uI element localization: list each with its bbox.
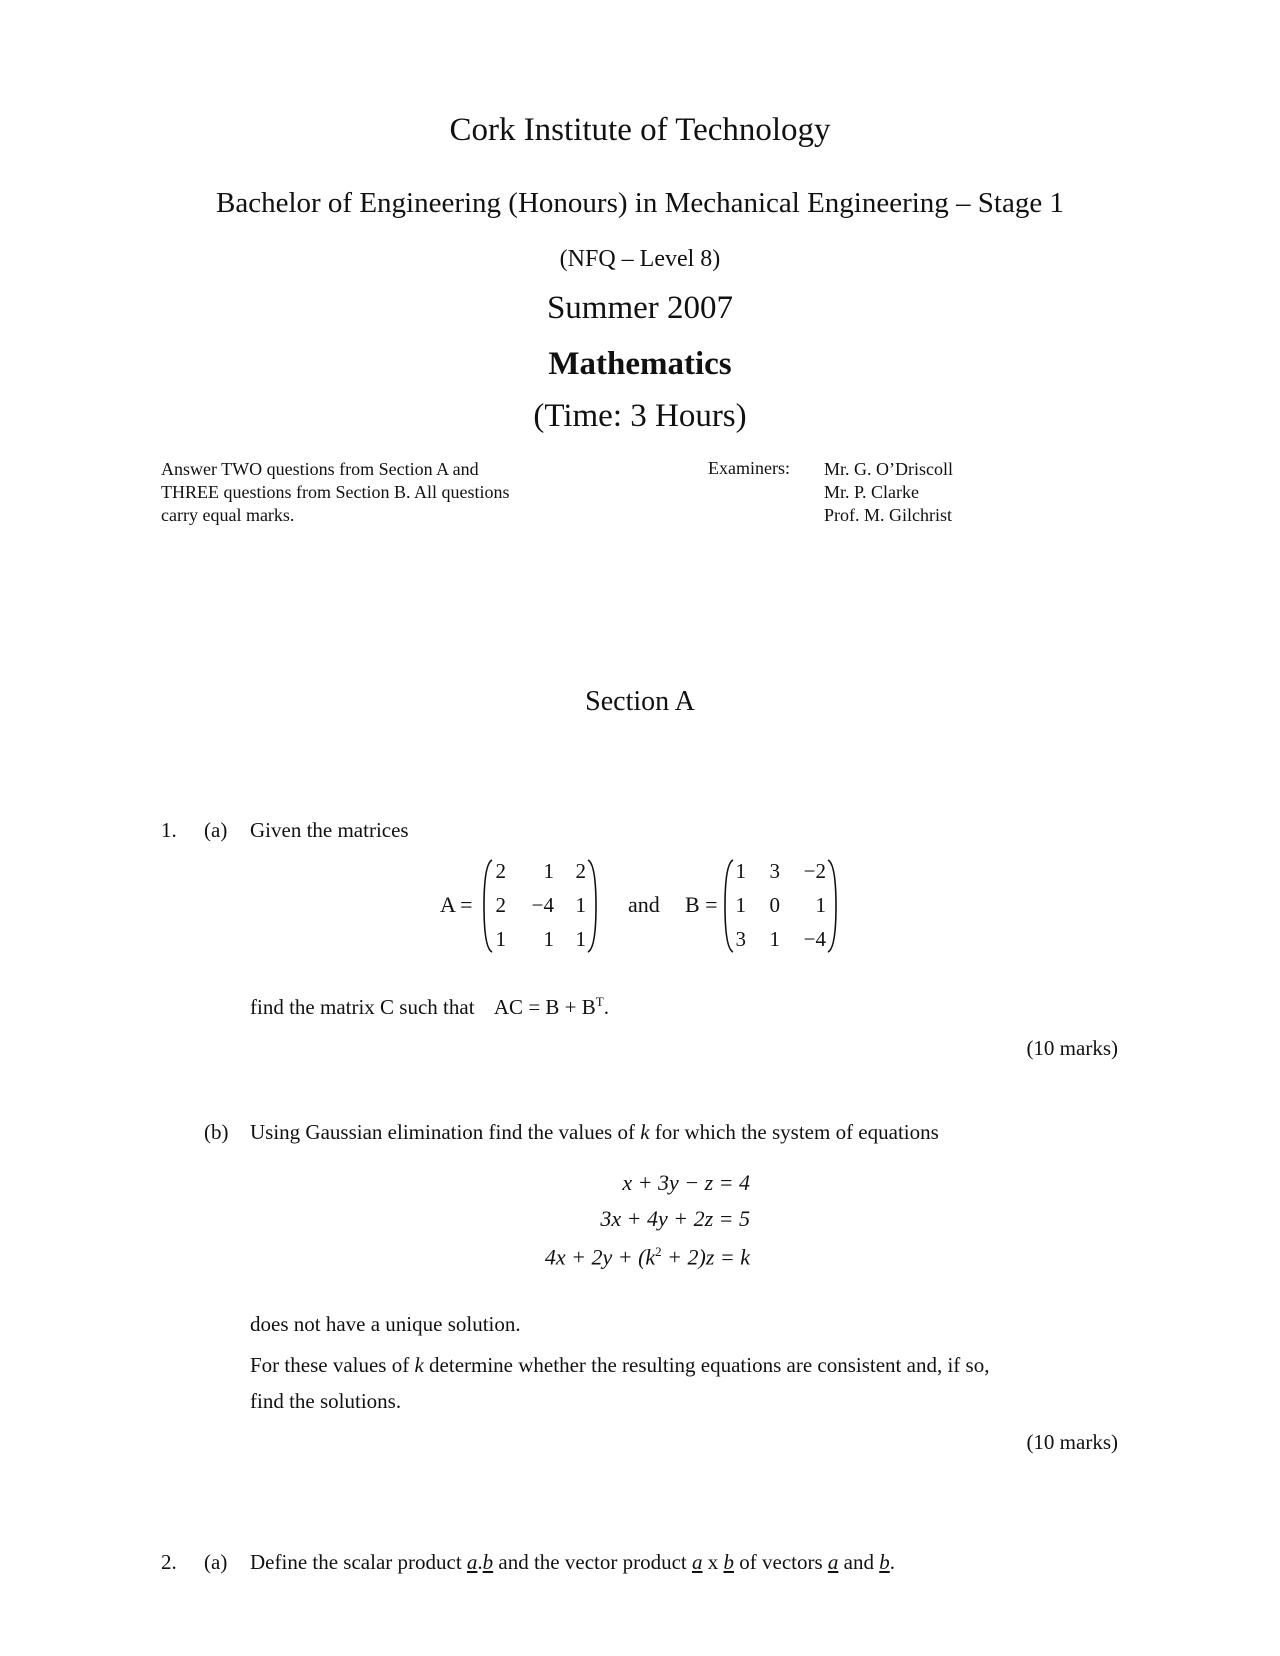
question-text (250, 1120, 939, 1145)
matrix-b-cell: 1 (735, 893, 746, 917)
find-equation: AC = B + B (493, 995, 596, 1019)
matrix-a-cell: 1 (495, 927, 506, 951)
text-segment: and (843, 1550, 874, 1574)
text-segment: determine whether the resulting equations are consistent and, if so, (429, 1353, 990, 1377)
dot-operator: . (477, 1550, 483, 1574)
find-text: find the matrix C such that (250, 995, 475, 1019)
matrix-b-cell: 0 (769, 893, 780, 917)
cross-operator: x (707, 1550, 719, 1574)
part-label: (a) (204, 1550, 228, 1574)
text-segment: . (889, 1550, 895, 1574)
equation-segment: 4x + 2y + (k (544, 1244, 656, 1270)
equation-3 (545, 1244, 750, 1270)
text-segment: and the vector product (498, 1550, 687, 1574)
equation-1: x + 3y − z = 4 (622, 1170, 750, 1195)
matrix-a-label: A = (440, 892, 473, 917)
marks: (10 marks) (1026, 1036, 1118, 1060)
matrix-a-cell: 1 (543, 927, 554, 951)
equation-segment: + 2)z = k (661, 1244, 750, 1270)
examiner-name: Prof. M. Gilchrist (824, 505, 952, 525)
matrix-b-cell: −4 (803, 927, 826, 951)
power-sup: 2 (655, 1244, 662, 1259)
vector-a: a (466, 1550, 478, 1574)
nfq-level: (NFQ – Level 8) (559, 246, 721, 272)
matrix-a-cell: 1 (543, 859, 554, 883)
matrix-a-cell: 1 (575, 893, 586, 917)
examiner-name: Mr. G. O’Driscoll (824, 459, 953, 479)
instructions (161, 458, 581, 527)
text-segment: for which the system of equations (654, 1120, 939, 1144)
matrix-b-cell: −2 (803, 859, 826, 883)
question-text: find the solutions. (250, 1389, 402, 1413)
matrix-a-cell: 2 (495, 859, 506, 883)
variable-k: k (414, 1353, 424, 1377)
part-label: (b) (204, 1120, 229, 1144)
instructions-line: THREE questions from Section B. All questions (161, 482, 510, 502)
question-text: does not have a unique solution. (250, 1312, 521, 1336)
instructions-line: Answer TWO questions from Section A and (161, 459, 479, 479)
programme-title: Bachelor of Engineering (Honours) in Mechanical Engineering – Stage 1 (216, 187, 1064, 219)
question-number: 2. (161, 1550, 177, 1574)
question-text (250, 1550, 895, 1575)
marks: (10 marks) (1026, 1430, 1118, 1454)
find-end: . (603, 995, 609, 1019)
vector-b: b (723, 1550, 734, 1574)
instructions-line: carry equal marks. (161, 505, 295, 525)
matrix-b-cell: 1 (815, 893, 826, 917)
text-segment: Define the scalar product (250, 1550, 462, 1574)
matrix-b-cell: 1 (735, 859, 746, 883)
matrix-bracket-right (586, 858, 598, 954)
vector-a: a (827, 1550, 839, 1574)
variable-k: k (640, 1120, 650, 1144)
and-word: and (628, 892, 660, 917)
text-segment: of vectors (739, 1550, 823, 1574)
examiner-name: Mr. P. Clarke (824, 482, 920, 502)
matrix-a-cell: 2 (495, 893, 506, 917)
vector-b: b (879, 1550, 890, 1574)
exam-session: Summer 2007 (546, 290, 734, 326)
question-number: 1. (161, 818, 177, 842)
question-text: Given the matrices (250, 818, 409, 842)
matrix-bracket-right (826, 858, 838, 954)
matrix-b-cell: 1 (769, 927, 780, 951)
exam-duration: (Time: 3 Hours) (533, 398, 747, 434)
vector-b: b (482, 1550, 494, 1574)
matrix-b-label: B = (685, 892, 718, 917)
matrix-a-cell: 1 (575, 927, 586, 951)
matrix-a-cell: 2 (575, 859, 586, 883)
text-segment: Using Gaussian elimination find the values of (250, 1120, 635, 1144)
examiners-label: Examiners: (708, 458, 790, 478)
text-segment: For these values of (250, 1353, 410, 1377)
question-text (250, 1353, 989, 1378)
vector-a: a (692, 1550, 703, 1574)
equation-2: 3x + 4y + 2z = 5 (600, 1206, 750, 1231)
section-title: Section A (585, 686, 695, 717)
institution-title: Cork Institute of Technology (449, 112, 831, 148)
examiners-list (824, 458, 953, 527)
part-label: (a) (204, 818, 228, 842)
subject-title: Mathematics (548, 346, 732, 382)
transpose-sup: T (595, 994, 604, 1009)
question-text (250, 994, 609, 1020)
matrix-b-cell: 3 (769, 859, 780, 883)
matrix-a-cell: −4 (531, 893, 554, 917)
matrix-b-cell: 3 (735, 927, 746, 951)
